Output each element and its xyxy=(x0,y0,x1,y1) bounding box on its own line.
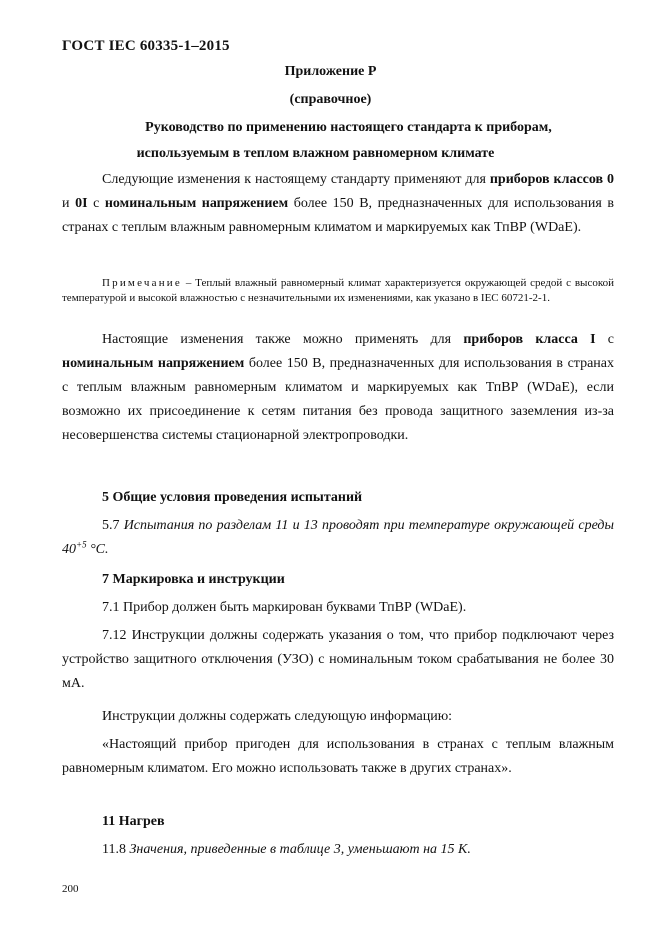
text-run: более 150 В, предназначенных для использования в странах с теплым влажным равномерным климатом и маркируемых как ТпВР (WDaE). xyxy=(62,196,615,235)
clause-text xyxy=(62,518,614,557)
term-rated-voltage: номинальным напряжением xyxy=(104,196,289,211)
clause-number: 5.7 xyxy=(102,518,120,533)
term-rated-voltage: номинальным напряжением xyxy=(62,356,245,371)
appendix-type: (справочное) xyxy=(289,92,372,107)
section-5-heading: 5 Общие условия проведения испытаний xyxy=(102,490,363,505)
text-run: Испытания по разделам 11 и 13 проводят при температуре окружающей среды 40 xyxy=(62,518,614,557)
intro-paragraph-2 xyxy=(62,328,614,448)
clause-7-12: 7.12 Инструкции должны содержать указания о том, что прибор подключают через устройство защитного отключения (УЗО) с номинальным током срабатывания не более 30 мА. xyxy=(62,628,614,691)
text-run: с xyxy=(595,332,614,347)
term-classes-0: приборов классов 0 xyxy=(489,172,615,187)
clause-11-8 xyxy=(62,838,614,862)
text-run: Настоящие изменения также можно применять для xyxy=(102,332,464,347)
section-11-heading: 11 Нагрев xyxy=(102,814,165,829)
intro-paragraph-1 xyxy=(62,168,614,240)
note-label: Примечание xyxy=(102,277,182,289)
term-class-i: приборов класса I xyxy=(463,332,596,347)
appendix-title: Приложение Р xyxy=(284,64,377,79)
page-number: 200 xyxy=(62,883,79,895)
text-run: с xyxy=(87,196,105,211)
clause-text: Значения, приведенные в таблице 3, уменьшают на 15 К. xyxy=(125,842,471,857)
text-run: Следующие изменения к настоящему стандарту применяют для xyxy=(102,172,490,187)
instructions-quote: «Настоящий прибор пригоден для использования в странах с теплым влажным равномерным климатом. Его можно использовать также в других странах». xyxy=(62,737,614,776)
text-run: и xyxy=(62,196,76,211)
clause-5-7 xyxy=(62,514,614,562)
document-header: ГОСТ IEC 60335-1–2015 xyxy=(62,38,230,54)
instructions-info: Инструкции должны содержать следующую информацию: xyxy=(102,709,453,724)
note xyxy=(62,276,614,305)
text-run: °С. xyxy=(86,542,109,557)
appendix-subtitle-line1: Руководство по применению настоящего стандарта к приборам, xyxy=(145,120,552,135)
clause-7-1: 7.1 Прибор должен быть маркирован буквами ТпВР (WDaE). xyxy=(102,600,467,615)
term-class-0i: 0I xyxy=(75,196,88,211)
appendix-subtitle-line2: используемым в теплом влажном равномерном климате xyxy=(136,146,495,161)
note-text: – Теплый влажный равномерный климат характеризуется окружающей средой с высокой температурой и высокой влажностью с незначительными их изменениями, как указано в IEC 60721-2-1. xyxy=(62,277,614,304)
section-7-heading: 7 Маркировка и инструкции xyxy=(102,572,285,587)
text-run: более 150 В, предназначенных для использования в странах с теплым влажным равномерным климатом и маркируемых как ТпВР (WDaE), если возможно их присоединение к сетям питания без провода защитного заземления из-за несовершенства системы стационарной электропроводки. xyxy=(62,356,615,443)
clause-number: 11.8 xyxy=(102,842,126,857)
temperature-tolerance: +5 xyxy=(76,539,87,550)
